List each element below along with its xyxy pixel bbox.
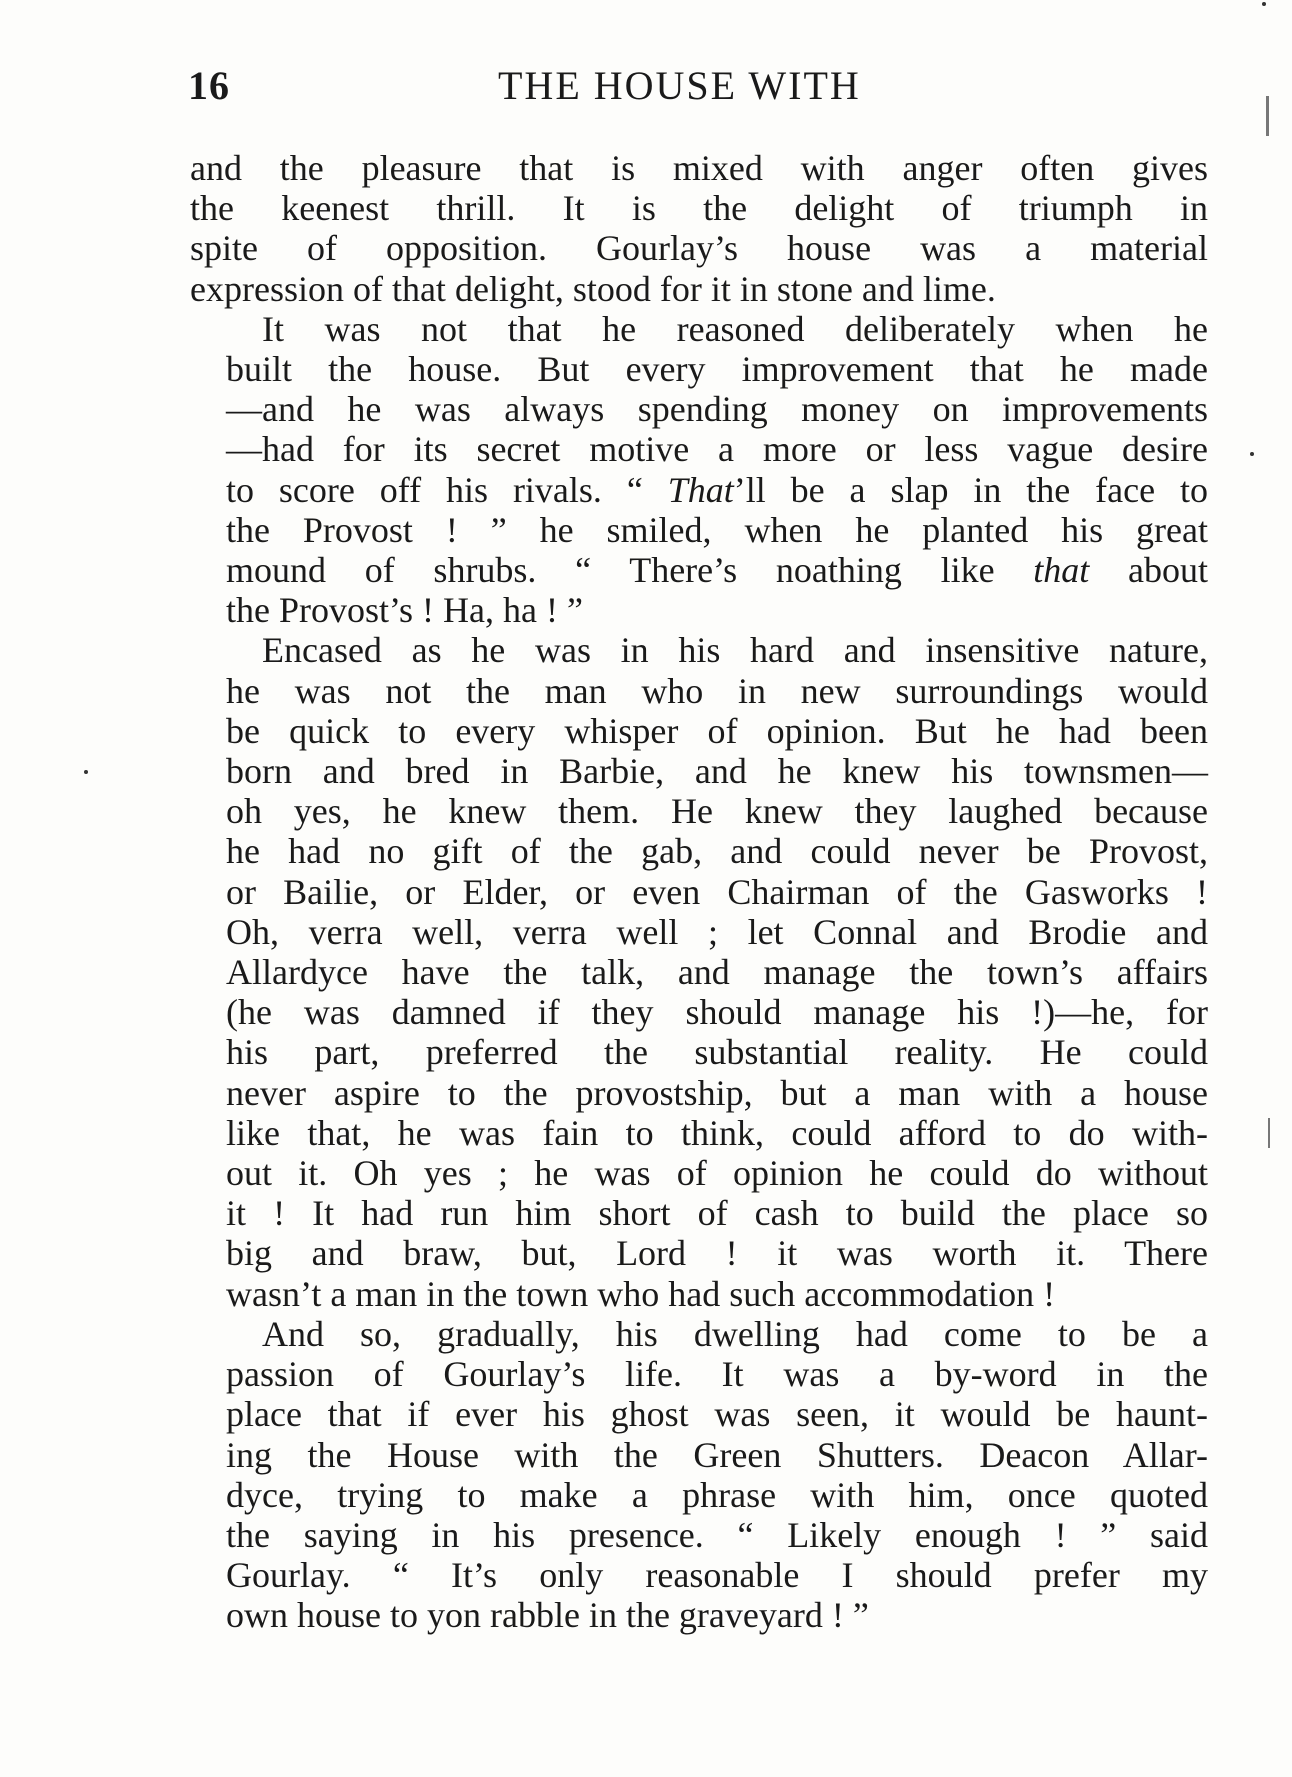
running-head: THE HOUSE WITH	[498, 63, 861, 108]
text-line: Allardyce have the talk, and manage the town’s affairs	[226, 952, 1208, 993]
text-line: the Provost’s ! Ha, ha ! ”	[226, 590, 583, 631]
body-text	[190, 148, 1208, 1636]
paragraph	[190, 630, 1208, 1313]
text-line: spite of opposition. Gourlay’s house was a material	[190, 228, 1208, 269]
text-line: —had for its secret motive a more or less vague desire	[226, 429, 1208, 470]
text-line: born and bred in Barbie, and he knew his townsmen—	[226, 751, 1208, 792]
text-line: It was not that he reasoned deliberately when he	[262, 308, 1208, 349]
text-line: be quick to every whisper of opinion. But he had been	[226, 710, 1208, 751]
scan-speck	[84, 770, 88, 774]
text-line: (he was damned if they should manage his !)—he, for	[226, 992, 1208, 1033]
text-line: dyce, trying to make a phrase with him, once quoted	[226, 1474, 1208, 1515]
text-line: ing the House with the Green Shutters. Deacon Allar-	[226, 1434, 1208, 1475]
paragraph	[190, 1314, 1208, 1636]
text-line: out it. Oh yes ; he was of opinion he could do without	[226, 1153, 1208, 1194]
text-line: And so, gradually, his dwelling had come to be a	[262, 1313, 1208, 1354]
text-line: mound of shrubs. “ There’s noathing like that about	[226, 550, 1208, 591]
text-line: he was not the man who in new surroundings would	[226, 670, 1208, 711]
page-number: 16	[188, 63, 230, 108]
text-line: like that, he was fain to think, could afford to do with-	[226, 1112, 1208, 1153]
text-line: the keenest thrill. It is the delight of triumph in	[190, 188, 1208, 229]
text-line: never aspire to the provostship, but a man with a house	[226, 1072, 1208, 1113]
text-line: Encased as he was in his hard and insensitive nature,	[262, 630, 1208, 671]
paragraph	[190, 309, 1208, 631]
margin-scan-marks	[1262, 0, 1292, 1777]
scan-mark	[1266, 96, 1269, 136]
text-line: expression of that delight, stood for it in stone and lime.	[190, 268, 996, 309]
text-line: big and braw, but, Lord ! it was worth it. There	[226, 1233, 1208, 1274]
page-header	[188, 62, 1208, 122]
text-line: Gourlay. “ It’s only reasonable I should prefer my	[226, 1555, 1208, 1596]
text-line: —and he was always spending money on improvements	[226, 389, 1208, 430]
text-line: the saying in his presence. “ Likely enough ! ” said	[226, 1514, 1208, 1555]
text-line: oh yes, he knew them. He knew they laughed because	[226, 791, 1208, 832]
text-line: the Provost ! ” he smiled, when he planted his great	[226, 509, 1208, 550]
text-line: built the house. But every improvement that he made	[226, 349, 1208, 390]
text-line: wasn’t a man in the town who had such accommodation !	[226, 1273, 1056, 1314]
text-line: and the pleasure that is mixed with anger often gives	[190, 148, 1208, 188]
paragraph	[190, 148, 1208, 309]
text-line: Oh, verra well, verra well ; let Connal and Brodie and	[226, 911, 1208, 952]
text-line: he had no gift of the gab, and could never be Provost,	[226, 831, 1208, 872]
text-line: own house to yon rabble in the graveyard ! ”	[226, 1595, 869, 1636]
text-line: it ! It had run him short of cash to build the place so	[226, 1193, 1208, 1234]
text-line: passion of Gourlay’s life. It was a by-word in the	[226, 1354, 1208, 1395]
text-line: place that if ever his ghost was seen, it would be haunt-	[226, 1394, 1208, 1435]
scan-speck	[1250, 452, 1254, 456]
text-line: his part, preferred the substantial reality. He could	[226, 1032, 1208, 1073]
text-line: or Bailie, or Elder, or even Chairman of the Gasworks !	[226, 871, 1208, 912]
scan-speck	[1262, 2, 1266, 6]
text-line: to score off his rivals. “ That’ll be a slap in the face to	[226, 469, 1208, 510]
scan-mark	[1268, 1118, 1270, 1148]
